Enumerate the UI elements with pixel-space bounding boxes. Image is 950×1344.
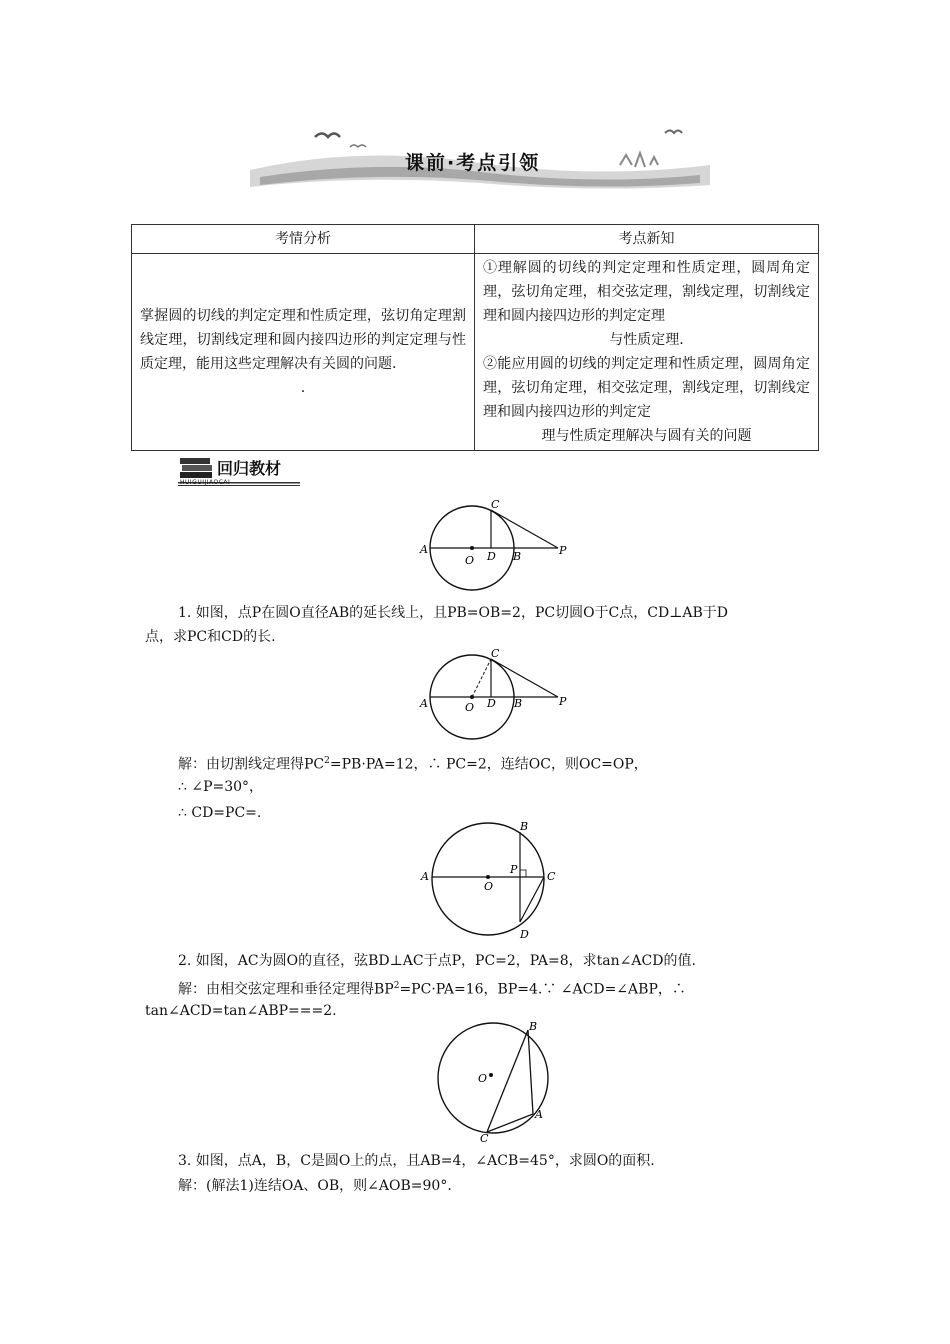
problem-1-line-2: 点，求PC和CD的长. — [145, 629, 276, 645]
label-P: P — [559, 544, 567, 557]
problem-2-line-1: 2. 如图，AC为圆O的直径，弦BD⊥AC于点P，PC=2，PA=8，求tan∠ACD的值. — [178, 953, 696, 969]
banner-title: 课前·考点引领 — [405, 152, 541, 174]
label-A: A — [535, 1108, 543, 1121]
analysis-mark: . — [300, 380, 306, 396]
figure-2 — [415, 645, 575, 740]
knowledge-item-1-end: 与性质定理. — [609, 332, 684, 348]
label-A: A — [420, 697, 428, 710]
knowledge-item-2-end: 理与性质定理解决与圆有关的问题 — [541, 428, 752, 444]
label-O: O — [465, 701, 475, 714]
label-O: O — [478, 1072, 488, 1085]
label-A: A — [421, 870, 429, 883]
solution-1-text-a: 解：由切割线定理得PC — [178, 756, 325, 773]
solution-1-exponent: 2 — [324, 756, 330, 766]
label-A: A — [420, 543, 428, 556]
label-O: O — [465, 554, 475, 567]
solution-2-exponent: 2 — [393, 981, 400, 991]
label-C: C — [480, 1132, 489, 1143]
label-D: D — [487, 697, 496, 710]
knowledge-item-2: ②能应用圆的切线的判定定理和性质定理，圆周角定理，弦切角定理，相交弦定理，割线定理，切割线定理和圆内接四边形的判定定 — [483, 356, 810, 420]
label-D: D — [520, 928, 529, 941]
solution-2-line-2: tan∠ACD=tan∠ABP===2. — [145, 1003, 337, 1019]
label-B: B — [513, 550, 522, 563]
problem-1-line-1: 1. 如图，点P在圆O直径AB的延长线上，且PB=OB=2，PC切圆O于C点，CD⊥AB于D — [178, 605, 728, 621]
analysis-text: 掌握圆的切线的判定定理和性质定理，弦切角定理割线定理，切割线定理和圆内接四边形的判定定理与性质定理，能用这些定理解决有关圆的问题. — [140, 308, 466, 372]
solution-1-text-b: =PB·PA=12，∴ PC=2，连结OC，则OC=OP， — [329, 756, 648, 773]
label-B: B — [529, 1020, 538, 1033]
knowledge-item-1: ①理解圆的切线的判定定理和性质定理，圆周角定理，弦切角定理，相交弦定理，割线定理，切割线定理和圆内接四边形的判定定理 — [483, 260, 810, 324]
label-C: C — [547, 870, 556, 883]
table-header-analysis: 考情分析 — [132, 225, 475, 254]
table-cell-knowledge — [475, 254, 819, 451]
solution-2-line-1 — [178, 974, 686, 1002]
label-P: P — [510, 863, 518, 876]
table-cell-analysis — [132, 254, 475, 451]
label-B: B — [514, 697, 523, 710]
label-P: P — [559, 695, 567, 708]
figure-1 — [415, 496, 575, 591]
label-D: D — [487, 550, 496, 563]
section-title: 回归教材 — [217, 459, 282, 478]
label-C: C — [491, 647, 500, 660]
solution-3-line-1: 解：(解法1)连结OA、OB，则∠AOB=90°. — [178, 1178, 452, 1194]
solution-2-text-a: 解：由相交弦定理和垂径定理得BP — [178, 981, 394, 998]
label-C: C — [491, 498, 500, 511]
solution-2-text-b: =PC·PA=16，BP=4.∵ ∠ACD=∠ABP，∴ — [399, 981, 686, 998]
problem-3-line-1: 3. 如图，点A，B，C是圆O上的点，且AB=4，∠ACB=45°，求圆O的面积. — [178, 1153, 655, 1169]
solution-1-line-1 — [178, 749, 648, 777]
solution-1-line-3: ∴ CD=PC=. — [178, 805, 262, 821]
figure-3 — [420, 818, 560, 943]
solution-1-line-2: ∴ ∠P=30°， — [178, 779, 264, 795]
label-B: B — [520, 820, 529, 833]
section-subtitle: HUIGUIJIAOCAI — [180, 479, 231, 486]
label-O: O — [484, 880, 494, 893]
table-header-knowledge: 考点新知 — [475, 225, 819, 254]
figure-4 — [425, 1018, 565, 1143]
analysis-table — [131, 224, 819, 451]
